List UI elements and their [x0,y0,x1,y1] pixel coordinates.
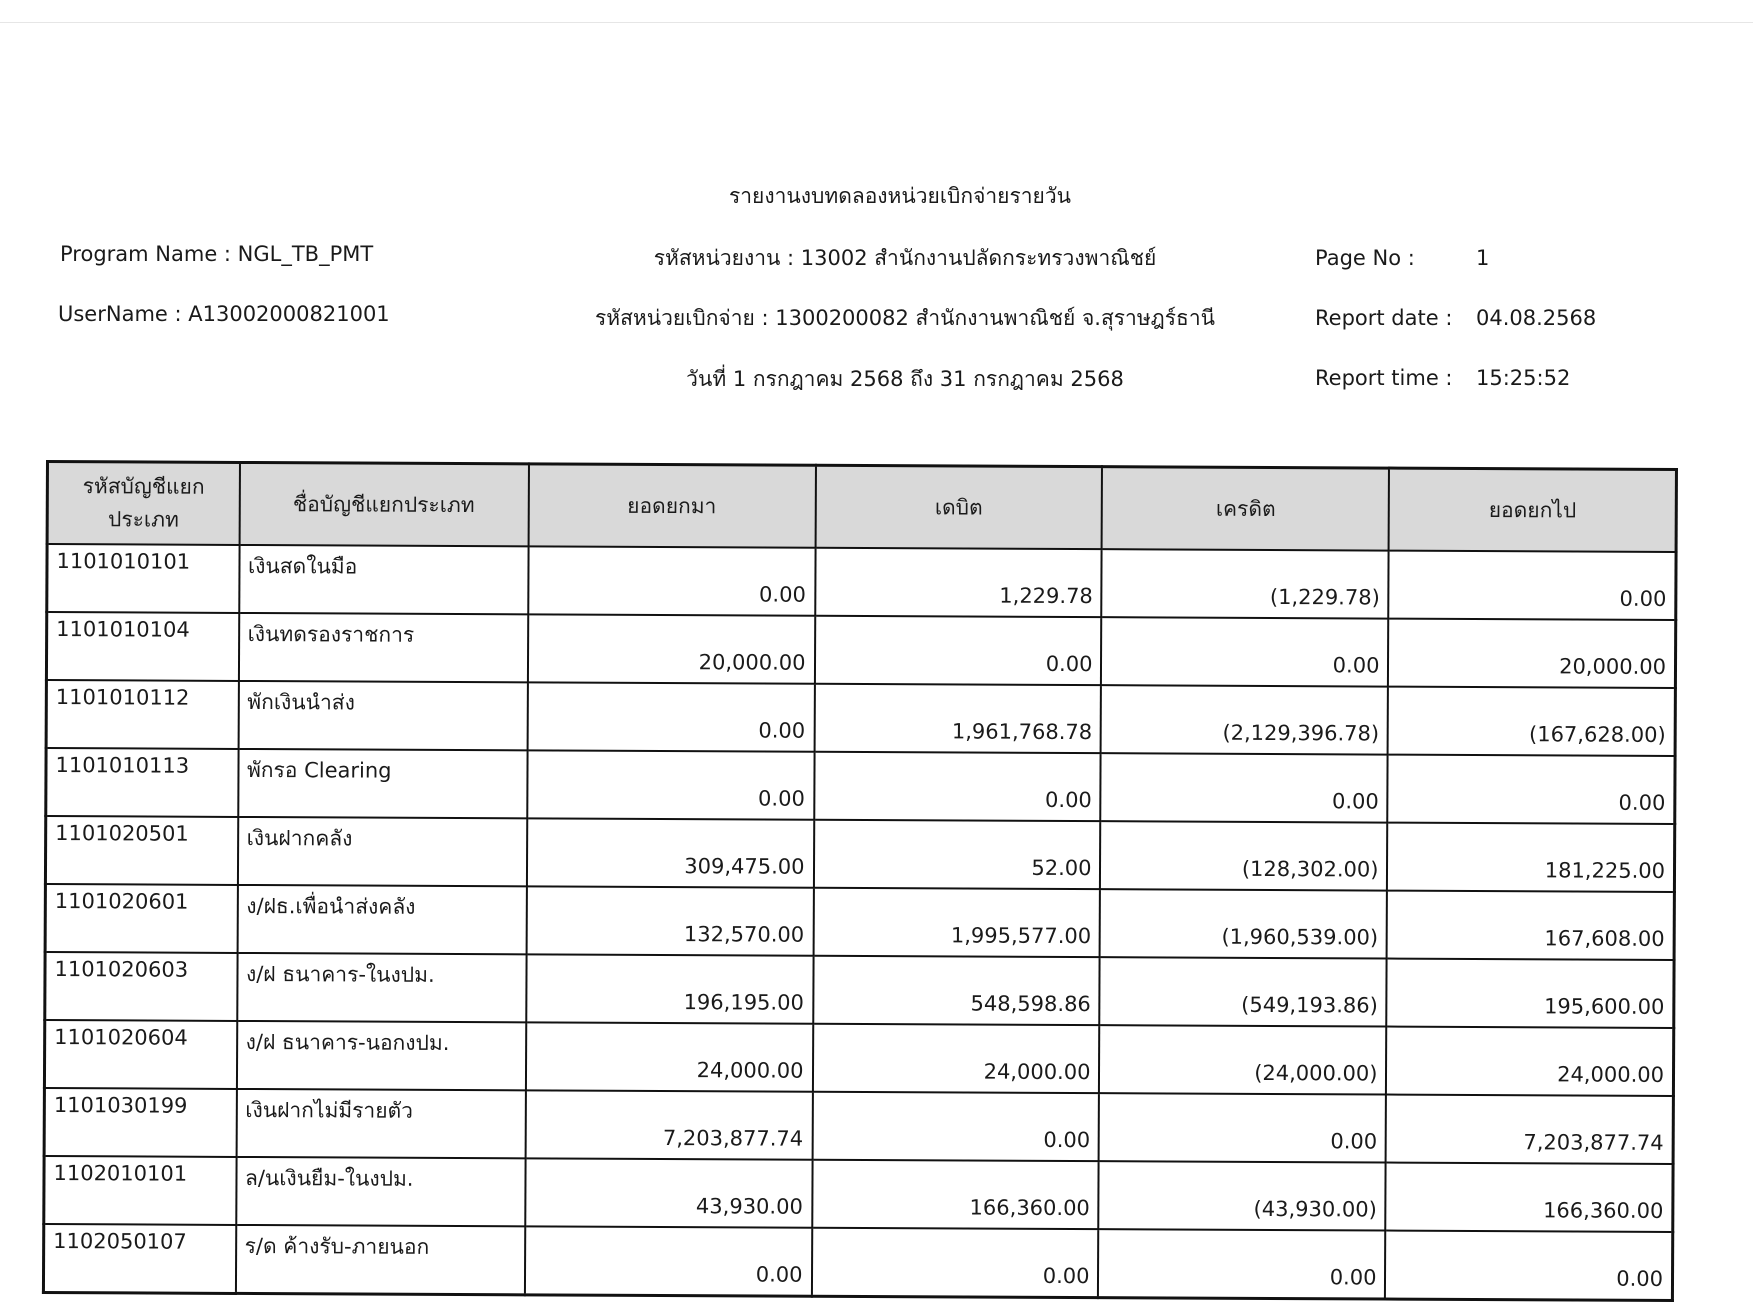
report-time-label: Report time : [1315,366,1453,390]
carried-forward: 0.00 [1388,755,1675,824]
debit: 0.00 [814,752,1101,821]
account-code: 1102050107 [43,1224,235,1293]
agency-line: รหัสหน่วยงาน : 13002 สำนักงานปลัดกระทรวงพาณิชย์ [653,246,1157,270]
account-code: 1101020604 [44,1020,236,1089]
report-date-label: Report date : [1315,306,1453,330]
brought-forward: 0.00 [528,546,815,615]
carried-forward: (167,628.00) [1388,687,1675,756]
header-carried-forward: ยอดยกไป [1389,468,1676,552]
brought-forward: 20,000.00 [527,614,814,683]
debit: 1,229.78 [815,548,1102,617]
table-row [46,748,1675,824]
credit: 0.00 [1101,753,1388,822]
account-name: เงินฝากไม่มีรายตัว [236,1089,525,1158]
account-code: 1101010104 [46,612,238,681]
account-name: เงินทดรองราชการ [238,613,527,682]
credit: (1,229.78) [1102,549,1389,618]
report-title: รายงานงบทดลองหน่วยเบิกจ่ายรายวัน [728,184,1072,208]
header-account-code: รหัสบัญชีแยกประเภท [47,462,239,545]
program-name: Program Name : NGL_TB_PMT [60,242,374,266]
credit: 0.00 [1099,1093,1386,1162]
carried-forward: 7,203,877.74 [1386,1095,1673,1164]
credit: 0.00 [1101,617,1388,686]
scan-edge-line [0,22,1753,23]
account-name: ร/ด ค้างรับ-ภายนอก [235,1225,524,1295]
account-code: 1102010101 [44,1156,236,1225]
header-account-name: ชื่อบัญชีแยกประเภท [239,462,528,546]
table-row [44,1156,1673,1232]
table-row [46,680,1675,756]
credit: (43,930.00) [1099,1161,1386,1230]
debit: 0.00 [811,1228,1098,1298]
brought-forward: 0.00 [527,750,814,819]
period-line: วันที่ 1 กรกฎาคม 2568 ถึง 31 กรกฎาคม 2568 [686,367,1124,391]
account-name: พักเงินนำส่ง [238,681,527,750]
table-row [45,816,1674,892]
debit: 0.00 [814,616,1101,685]
brought-forward: 309,475.00 [526,818,813,887]
carried-forward: 24,000.00 [1386,1027,1673,1096]
account-name: ง/ฝ ธนาคาร-ในงปม. [237,953,526,1022]
carried-forward: 20,000.00 [1388,619,1675,688]
trial-balance-table [42,460,1678,1302]
header-brought-forward: ยอดยกมา [528,464,815,548]
account-code: 1101030199 [44,1088,236,1157]
table-row [47,544,1676,620]
carried-forward: 166,360.00 [1386,1163,1673,1232]
account-name: ล/นเงินยืม-ในงปม. [236,1157,525,1226]
brought-forward: 132,570.00 [526,886,813,955]
disbursing-unit-line: รหัสหน่วยเบิกจ่าย : 1300200082 สำนักงานพาณิชย์ จ.สุราษฎร์ธานี [594,306,1216,330]
account-code: 1101020603 [45,952,237,1021]
brought-forward: 0.00 [527,682,814,751]
account-code: 1101010101 [47,544,239,613]
carried-forward: 0.00 [1385,1231,1672,1301]
carried-forward: 195,600.00 [1387,959,1674,1028]
account-name: พักรอ Clearing [238,749,527,818]
report-date-value: 04.08.2568 [1476,306,1597,330]
credit: (128,302.00) [1100,821,1387,890]
account-name: เงินฝากคลัง [237,817,526,886]
table-row [45,884,1674,960]
brought-forward: 43,930.00 [525,1158,812,1227]
account-code: 1101010112 [46,680,238,749]
header-credit: เครดิต [1102,467,1389,551]
credit: (1,960,539.00) [1100,889,1387,958]
carried-forward: 167,608.00 [1387,891,1674,960]
debit: 24,000.00 [812,1024,1099,1093]
debit: 1,961,768.78 [814,684,1101,753]
carried-forward: 0.00 [1389,551,1676,620]
username: UserName : A13002000821001 [58,302,390,326]
account-code: 1101020501 [45,816,237,885]
table-row [43,1224,1672,1300]
report-time-value: 15:25:52 [1476,366,1571,390]
account-name: ง/ฝธ.เพื่อนำส่งคลัง [237,885,526,954]
brought-forward: 0.00 [524,1226,811,1296]
debit: 548,598.86 [813,956,1100,1025]
table-row [46,612,1675,688]
carried-forward: 181,225.00 [1387,823,1674,892]
table-row [44,1088,1673,1164]
table-header-row [47,462,1676,552]
account-name: เงินสดในมือ [239,545,528,614]
account-code: 1101010113 [46,748,238,817]
debit: 1,995,577.00 [813,888,1100,957]
table-row [45,952,1674,1028]
debit: 0.00 [812,1092,1099,1161]
debit: 166,360.00 [812,1160,1099,1229]
header-debit: เดบิต [815,465,1102,549]
credit: (2,129,396.78) [1101,685,1388,754]
table-row [44,1020,1673,1096]
brought-forward: 196,195.00 [526,954,813,1023]
brought-forward: 24,000.00 [525,1022,812,1091]
credit: (24,000.00) [1099,1025,1386,1094]
credit: 0.00 [1098,1229,1385,1299]
debit: 52.00 [813,820,1100,889]
page-no-value: 1 [1476,246,1490,270]
account-name: ง/ฝ ธนาคาร-นอกงปม. [236,1021,525,1090]
page-no-label: Page No : [1315,246,1415,270]
account-code: 1101020601 [45,884,237,953]
brought-forward: 7,203,877.74 [525,1090,812,1159]
credit: (549,193.86) [1100,957,1387,1026]
